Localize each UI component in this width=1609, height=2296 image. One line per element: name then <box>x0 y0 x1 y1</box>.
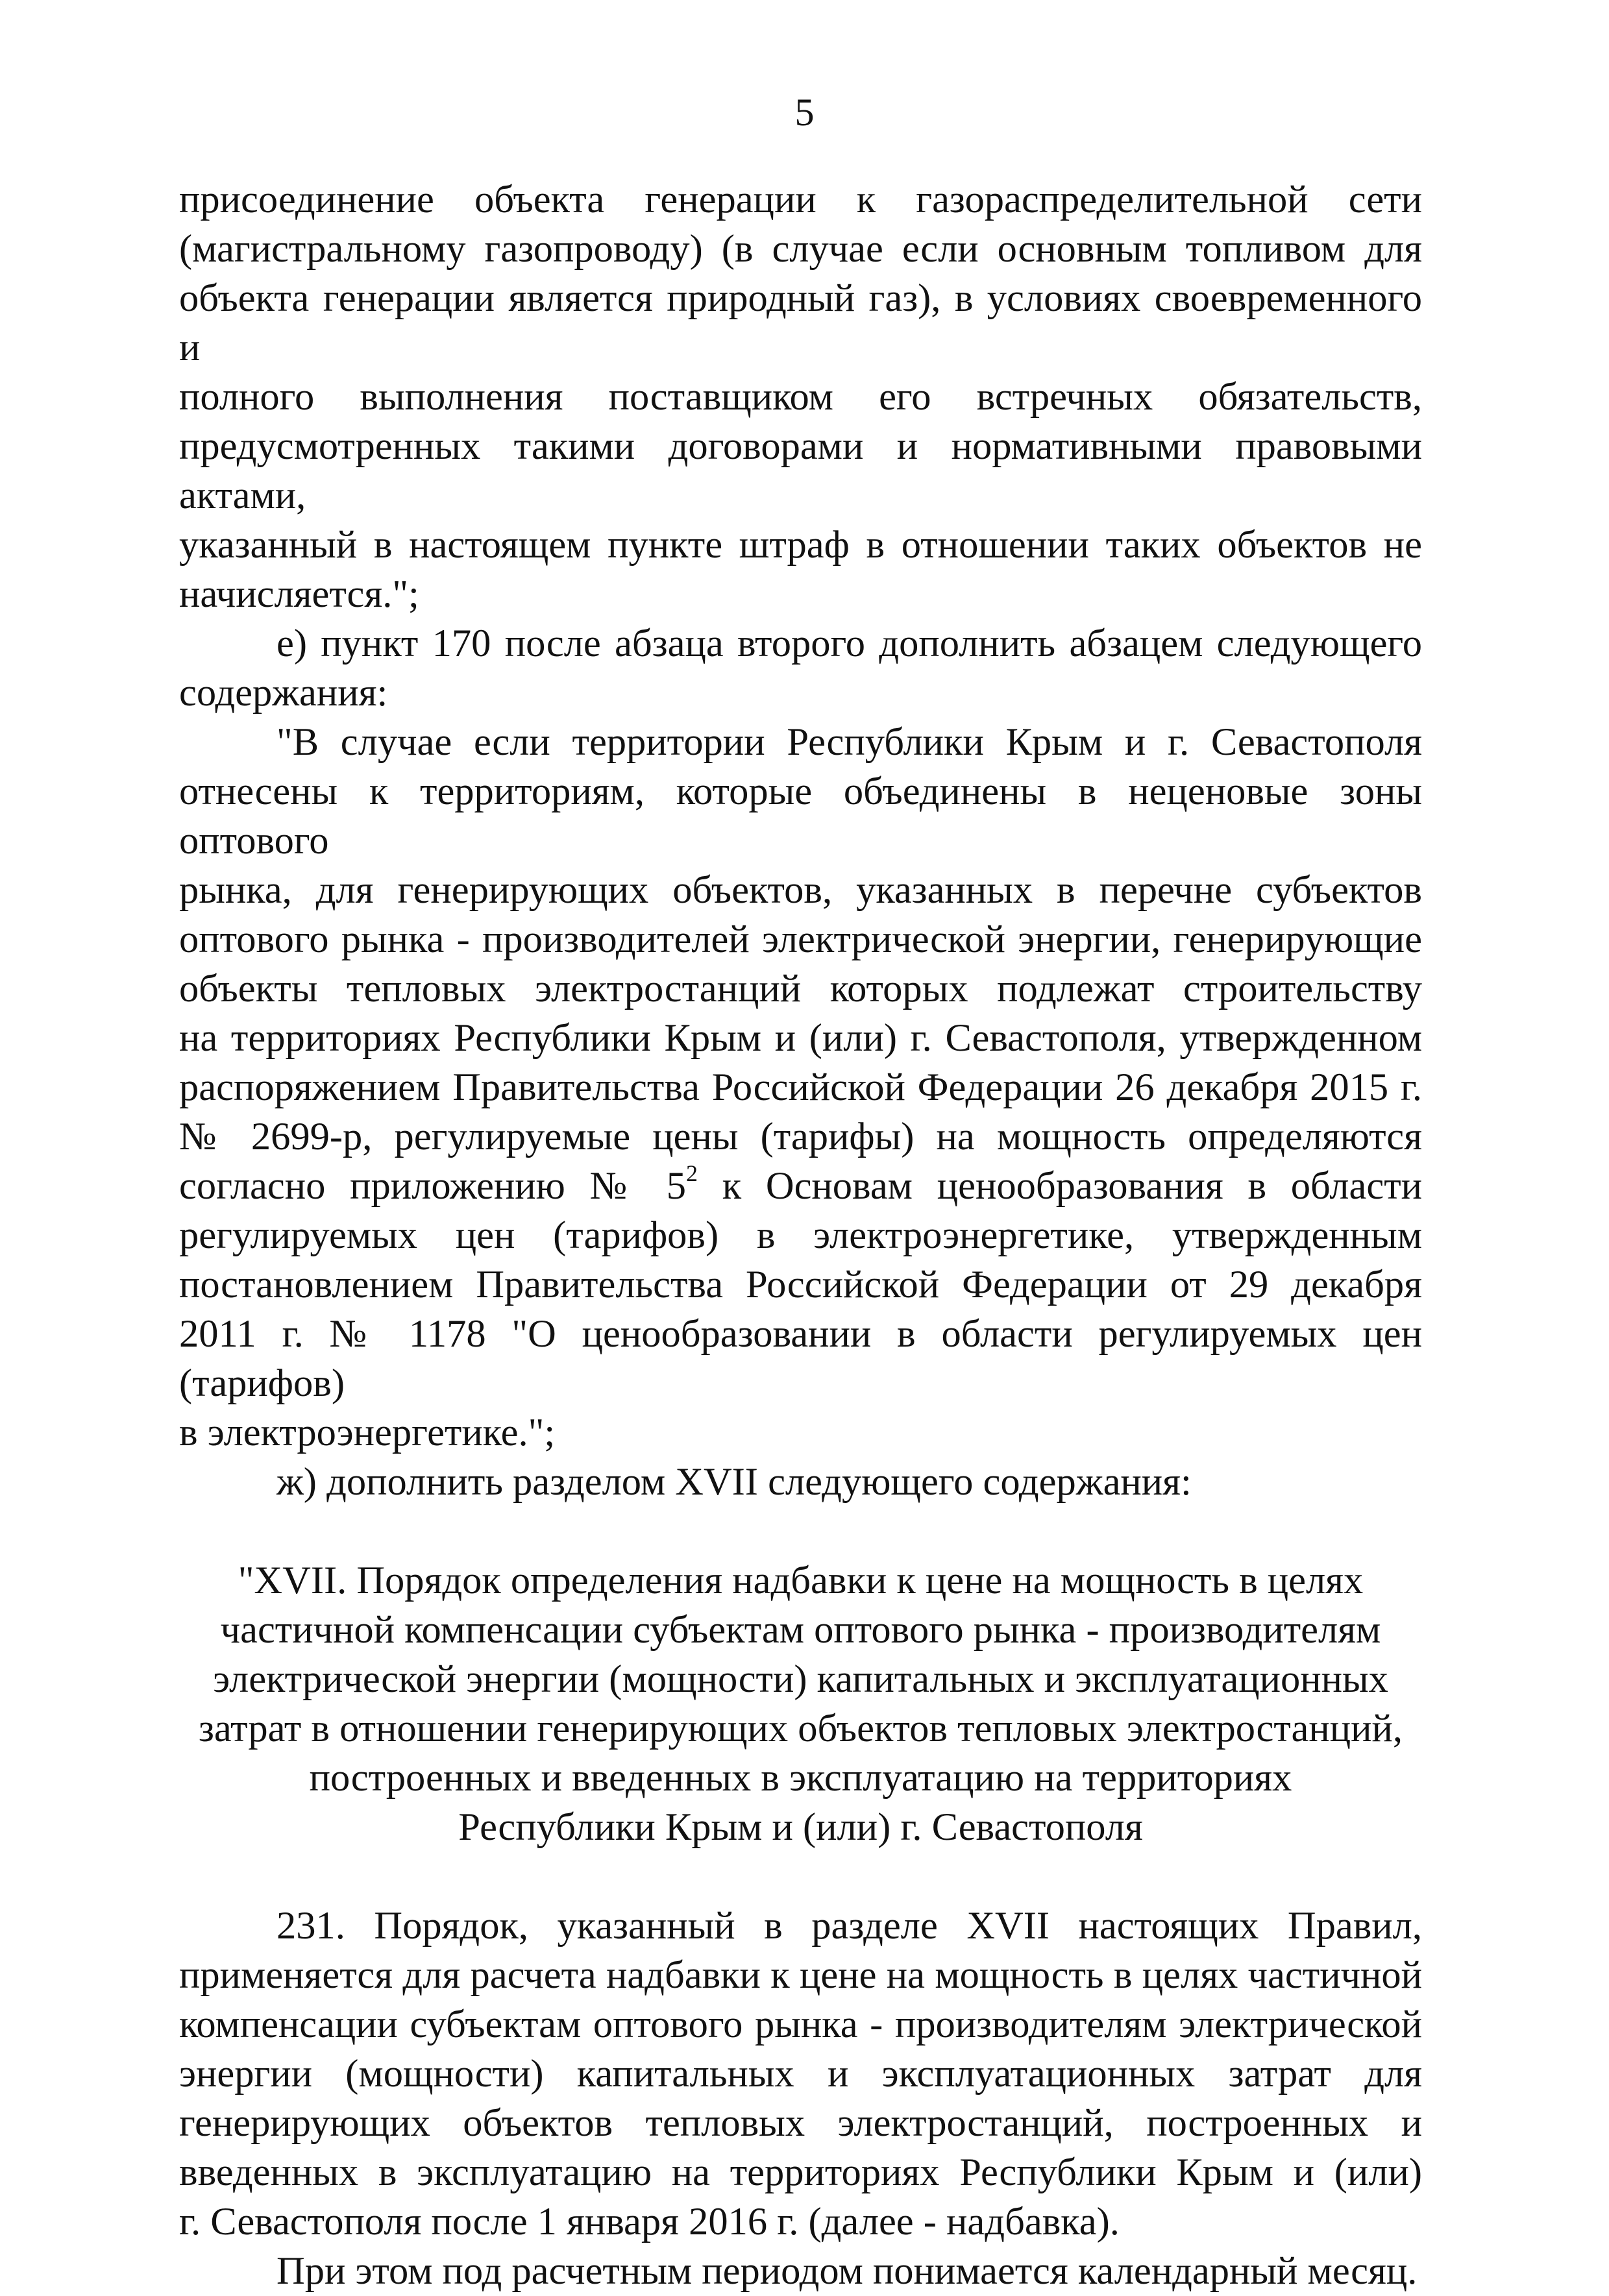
text-line: полного выполнения поставщиком его встречных обязательств, <box>179 375 1422 419</box>
text-line: применяется для расчета надбавки к цене на мощность в целях частичной <box>179 1953 1422 1997</box>
heading-line: затрат в отношении генерирующих объектов тепловых электростанций, <box>198 1707 1403 1750</box>
text-line: указанный в настоящем пункте штраф в отношении таких объектов не <box>179 523 1422 567</box>
heading-line: частичной компенсации субъектам оптового рынка - производителям <box>220 1608 1381 1652</box>
text-line: распоряжением Правительства Российской Федерации 26 декабря 2015 г. <box>179 1066 1422 1109</box>
text-line: ж) дополнить разделом XVII следующего содержания: <box>276 1460 1192 1504</box>
document-body <box>179 175 1422 2296</box>
text-line-with-superscript <box>179 1162 1422 1211</box>
section-heading <box>179 1556 1422 1852</box>
text-line: г. Севастополя после 1 января 2016 г. (далее - надбавка). <box>179 2200 1120 2243</box>
text-line: 231. Порядок, указанный в разделе XVII настоящих Правил, <box>276 1904 1422 1948</box>
text-line: объекты тепловых электростанций которых подлежат строительству <box>179 967 1422 1010</box>
paragraph-quoted-addition <box>179 718 1422 1458</box>
text-line: в электроэнергетике."; <box>179 1411 556 1454</box>
text-line: № 2699-р, регулируемые цены (тарифы) на мощность определяются <box>179 1115 1422 1158</box>
text-line: постановлением Правительства Российской Федерации от 29 декабря <box>179 1263 1422 1306</box>
text-line: введенных в эксплуатацию на территориях Республики Крым и (или) <box>179 2151 1422 2194</box>
text-line: е) пункт 170 после абзаца второго дополнить абзацем следующего <box>276 622 1422 665</box>
paragraph-calculation-period <box>179 2247 1422 2296</box>
heading-line: построенных и введенных в эксплуатацию на территориях <box>309 1756 1292 1800</box>
paragraph-item-e <box>179 619 1422 718</box>
text-fragment: согласно приложению № 5 <box>179 1164 686 1208</box>
text-line: компенсации субъектам оптового рынка - производителям электрической <box>179 2003 1422 2046</box>
heading-line: "XVII. Порядок определения надбавки к цене на мощность в целях <box>238 1559 1364 1602</box>
text-line: содержания: <box>179 671 388 714</box>
page-number: 5 <box>794 91 815 134</box>
text-line: предусмотренных такими договорами и нормативными правовыми актами, <box>179 424 1422 517</box>
text-line: оптового рынка - производителей электрической энергии, генерирующие <box>179 918 1422 961</box>
text-fragment: к Основам ценообразования в области <box>697 1164 1423 1208</box>
text-line: энергии (мощности) капитальных и эксплуатационных затрат для <box>179 2052 1422 2095</box>
text-line: (магистральному газопроводу) (в случае если основным топливом для <box>179 227 1422 271</box>
paragraph-continuation <box>179 175 1422 619</box>
text-line: отнесены к территориям, которые объединены в неценовые зоны оптового <box>179 770 1422 862</box>
text-line: присоединение объекта генерации к газораспределительной сети <box>179 178 1422 221</box>
paragraph-item-231 <box>179 1901 1422 2247</box>
text-line: регулируемых цен (тарифов) в электроэнергетике, утвержденным <box>179 1214 1422 1257</box>
text-line: рынка, для генерирующих объектов, указанных в перечне субъектов <box>179 868 1422 912</box>
text-line: генерирующих объектов тепловых электростанций, построенных и <box>179 2101 1422 2145</box>
heading-line: электрической энергии (мощности) капитальных и эксплуатационных <box>213 1657 1388 1701</box>
text-line: "В случае если территории Республики Крым и г. Севастополя <box>276 720 1422 764</box>
text-line: начисляется."; <box>179 572 419 616</box>
text-line: на территориях Республики Крым и (или) г. Севастополя, утвержденном <box>179 1016 1422 1060</box>
text-line: 2011 г. № 1178 "О ценообразовании в области регулируемых цен (тарифов) <box>179 1312 1422 1405</box>
superscript: 2 <box>685 1160 698 1186</box>
text-line: При этом под расчетным периодом понимается календарный месяц. <box>276 2249 1418 2293</box>
text-line: объекта генерации является природный газ), в условиях своевременного и <box>179 276 1422 369</box>
heading-line: Республики Крым и (или) г. Севастополя <box>458 1805 1143 1849</box>
spacer <box>179 1852 1422 1901</box>
spacer <box>179 1507 1422 1556</box>
paragraph-item-zh <box>179 1458 1422 1507</box>
